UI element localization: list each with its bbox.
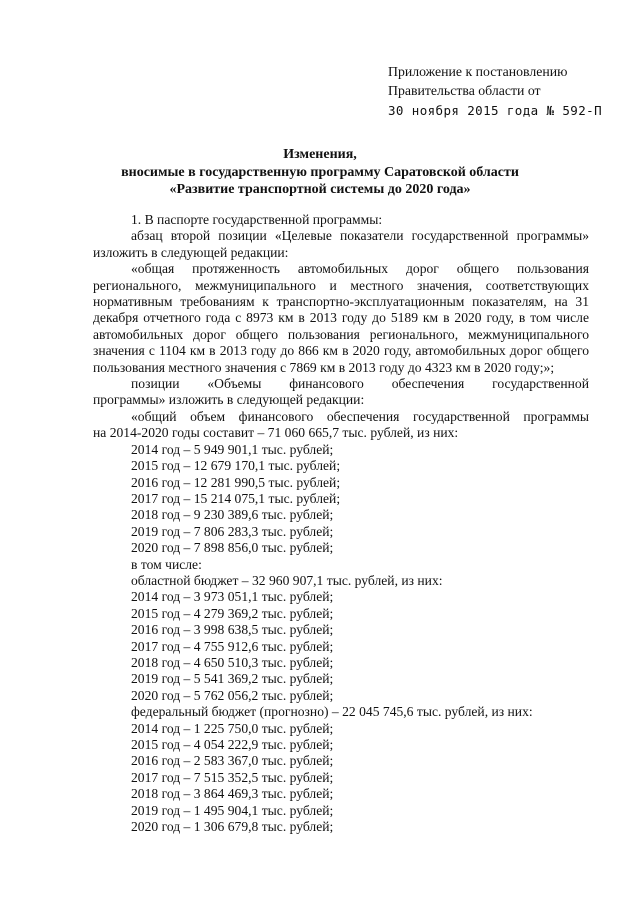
- list-item: 2017 год – 15 214 075,1 тыс. рублей;: [131, 490, 341, 506]
- in-total-label: в том числе:: [131, 556, 202, 572]
- decree-date-number: 30 ноября 2015 года № 592-П: [388, 103, 602, 118]
- list-item: 2020 год – 5 762 056,2 тыс. рублей;: [131, 687, 334, 703]
- list-item: 2019 год – 1 495 904,1 тыс. рублей;: [131, 802, 334, 818]
- item-1-heading: 1. В паспорте государственной программы:: [131, 212, 383, 227]
- paragraph-position-a: позиции «Объемы финансового обеспечения государственной: [131, 376, 589, 392]
- list-item: 2017 год – 4 755 912,6 тыс. рублей;: [131, 638, 334, 654]
- list-item: 2016 год – 12 281 990,5 тыс. рублей;: [131, 474, 341, 490]
- document-title: [0, 146, 640, 199]
- title-line-1: Изменения,: [283, 147, 357, 162]
- federal-budget-line: федеральный бюджет (прогнозно) – 22 045 745,6 тыс. рублей, из них:: [131, 704, 533, 720]
- list-item: 2014 год – 3 973 051,1 тыс. рублей;: [131, 589, 334, 605]
- list-item: 2018 год – 4 650 510,3 тыс. рублей;: [131, 654, 334, 670]
- list-item: 2017 год – 7 515 352,5 тыс. рублей;: [131, 769, 334, 785]
- list-item: 2016 год – 2 583 367,0 тыс. рублей;: [131, 753, 334, 769]
- appendix-header: [388, 63, 602, 121]
- list-item: 2020 год – 7 898 856,0 тыс. рублей;: [131, 540, 334, 556]
- list-item: 2019 год – 7 806 283,3 тыс. рублей;: [131, 523, 334, 539]
- list-item: 2018 год – 9 230 389,6 тыс. рублей;: [131, 507, 334, 523]
- document-body: [93, 212, 589, 835]
- paragraph-quote: «общая протяженность автомобильных дорог общего пользования регионального, межмуниципального и местного значения, соответствующих нормативным требованиям к транспортно-эксплуатационным показателям, на 31 декабря отчетного года с 8973 км в 2013 году до 5189 км в 2020 году, в том числе автомобильных дорог общего пользования регионального, межмуниципального значения с 1104 км в 2013 году до 866 км в 2020 году, автомобильных дорог общего пользования местного значения с 7869 км в 2013 году до 4323 км в 2020 году;»;: [93, 261, 589, 375]
- list-item: 2020 год – 1 306 679,8 тыс. рублей;: [131, 819, 334, 835]
- paragraph-abzac: абзац второй позиции «Целевые показатели государственной программы» изложить в следующей редакции:: [93, 228, 589, 260]
- list-item: 2015 год – 12 679 170,1 тыс. рублей;: [131, 458, 341, 474]
- title-line-3: «Развитие транспортной системы до 2020 года»: [169, 182, 471, 197]
- regional-budget-line: областной бюджет – 32 960 907,1 тыс. рублей, из них:: [131, 572, 443, 588]
- paragraph-position-b: программы» изложить в следующей редакции:: [93, 392, 365, 408]
- list-item: 2018 год – 3 864 469,3 тыс. рублей;: [131, 786, 334, 802]
- list-item: 2015 год – 4 054 222,9 тыс. рублей;: [131, 737, 334, 752]
- title-line-2: вносимые в государственную программу Саратовской области: [121, 164, 519, 180]
- appendix-line-1: Приложение к постановлению: [388, 64, 568, 79]
- list-item: 2019 год – 5 541 369,2 тыс. рублей;: [131, 671, 334, 687]
- paragraph-total-a: «общий объем финансового обеспечения государственной программы: [131, 408, 589, 424]
- list-item: 2014 год – 1 225 750,0 тыс. рублей;: [131, 720, 334, 736]
- appendix-line-2: Правительства области от: [388, 82, 541, 98]
- list-item: 2014 год – 5 949 901,1 тыс. рублей;: [131, 441, 334, 457]
- paragraph-total-b: на 2014-2020 годы составит – 71 060 665,7 тыс. рублей, из них:: [93, 425, 459, 441]
- list-item: 2016 год – 3 998 638,5 тыс. рублей;: [131, 622, 334, 638]
- list-item: 2015 год – 4 279 369,2 тыс. рублей;: [131, 605, 334, 621]
